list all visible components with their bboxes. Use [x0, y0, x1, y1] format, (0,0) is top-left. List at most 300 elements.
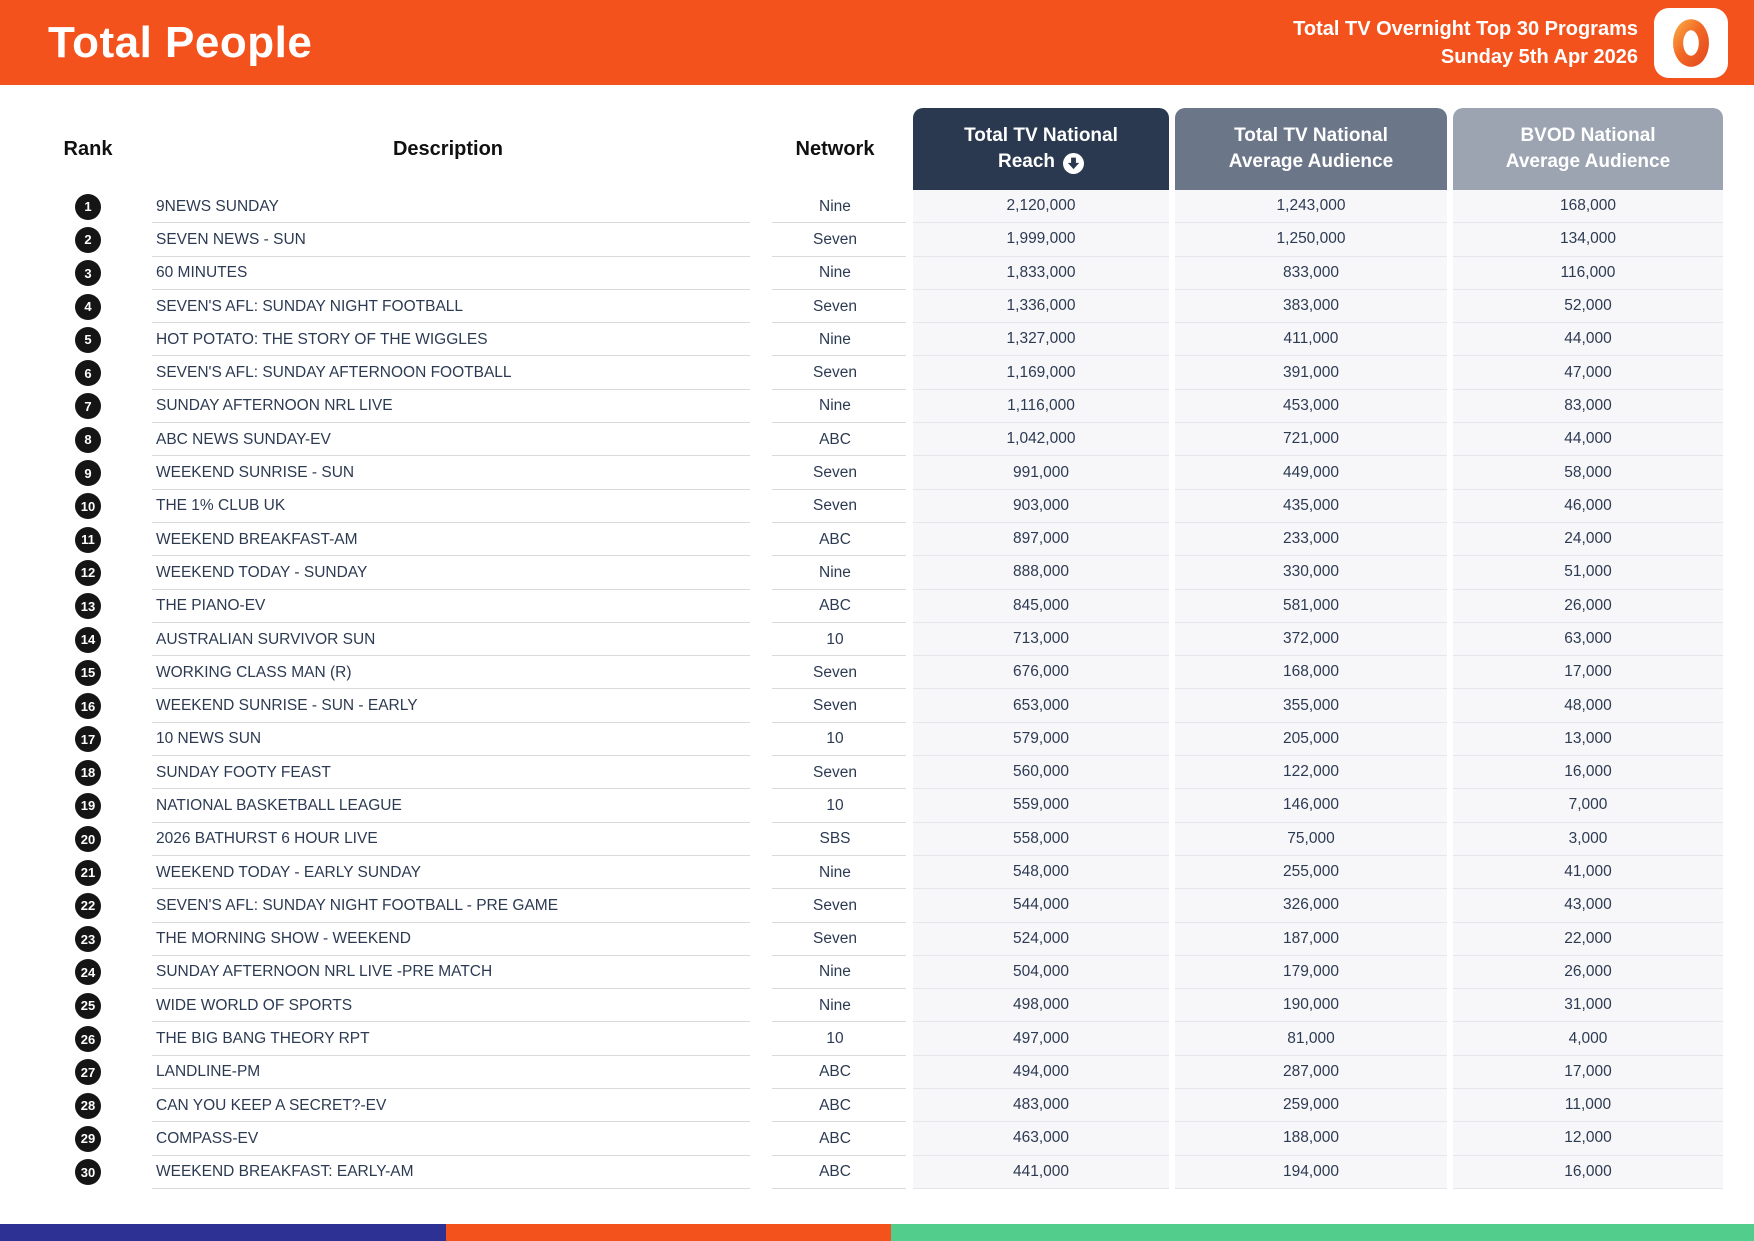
reach-value: 559,000 [913, 789, 1169, 822]
column-header-network: Network [795, 137, 875, 160]
rank-badge: 22 [75, 893, 101, 919]
table-row [40, 356, 1726, 389]
avg-audience-cell [1172, 356, 1450, 389]
bvod-audience-value: 26,000 [1453, 956, 1723, 989]
rank-badge: 25 [75, 993, 101, 1019]
avg-audience-cell [1172, 1022, 1450, 1055]
rank-cell [40, 423, 136, 456]
table-row [40, 423, 1726, 456]
network-cell: 10 [760, 623, 910, 656]
rank-badge: 14 [75, 627, 101, 653]
table-row [40, 723, 1726, 756]
bvod-audience-cell [1450, 823, 1726, 856]
bvod-audience-cell [1450, 856, 1726, 889]
column-header-rank: Rank [63, 137, 113, 160]
rank-cell [40, 723, 136, 756]
rank-badge: 30 [75, 1159, 101, 1185]
avg-audience-cell [1172, 556, 1450, 589]
avg-audience-cell [1172, 1089, 1450, 1122]
column-header-avg-wrap [1172, 108, 1450, 190]
network-cell: Seven [760, 689, 910, 722]
reach-value: 845,000 [913, 590, 1169, 623]
rank-cell [40, 989, 136, 1022]
avg-audience-cell [1172, 689, 1450, 722]
bvod-audience-value: 46,000 [1453, 490, 1723, 523]
program-description: CAN YOU KEEP A SECRET?-EV [136, 1089, 760, 1122]
program-description: HOT POTATO: THE STORY OF THE WIGGLES [136, 323, 760, 356]
bvod-audience-cell [1450, 623, 1726, 656]
program-description: WEEKEND SUNRISE - SUN [136, 456, 760, 489]
reach-cell [910, 456, 1172, 489]
program-description: SEVEN'S AFL: SUNDAY NIGHT FOOTBALL - PRE GAME [136, 889, 760, 922]
reach-cell [910, 1056, 1172, 1089]
reach-cell [910, 1089, 1172, 1122]
bvod-audience-value: 3,000 [1453, 823, 1723, 856]
avg-audience-cell [1172, 889, 1450, 922]
reach-cell [910, 956, 1172, 989]
avg-audience-cell [1172, 423, 1450, 456]
avg-audience-cell [1172, 623, 1450, 656]
reach-cell [910, 523, 1172, 556]
table-row [40, 756, 1726, 789]
avg-audience-cell [1172, 923, 1450, 956]
column-header-bvod-average-audience[interactable] [1453, 108, 1723, 190]
avg-audience-cell [1172, 190, 1450, 223]
reach-value: 991,000 [913, 456, 1169, 489]
network-cell: Seven [760, 756, 910, 789]
bvod-audience-cell [1450, 456, 1726, 489]
bvod-audience-cell [1450, 923, 1726, 956]
network-cell: Seven [760, 290, 910, 323]
avg-audience-value: 330,000 [1175, 556, 1447, 589]
reach-cell [910, 989, 1172, 1022]
reach-cell [910, 1122, 1172, 1155]
rank-badge: 2 [75, 227, 101, 253]
avg-audience-value: 1,243,000 [1175, 190, 1447, 223]
network-cell: ABC [760, 523, 910, 556]
rank-cell [40, 290, 136, 323]
reach-value: 579,000 [913, 723, 1169, 756]
table-row [40, 390, 1726, 423]
network-cell: Nine [760, 190, 910, 223]
rank-cell [40, 923, 136, 956]
rank-cell [40, 789, 136, 822]
reach-cell [910, 590, 1172, 623]
bvod-audience-value: 41,000 [1453, 856, 1723, 889]
rank-badge: 13 [75, 593, 101, 619]
reach-header-line2: Reach [997, 151, 1056, 172]
table-row [40, 456, 1726, 489]
table-row [40, 1156, 1726, 1189]
avg-audience-cell [1172, 789, 1450, 822]
network-cell: Seven [760, 490, 910, 523]
bvod-audience-value: 48,000 [1453, 689, 1723, 722]
network-cell: Seven [760, 656, 910, 689]
bvod-audience-value: 52,000 [1453, 290, 1723, 323]
reach-cell [910, 656, 1172, 689]
network-cell: Nine [760, 556, 910, 589]
bvod-audience-cell [1450, 1022, 1726, 1055]
reach-value: 897,000 [913, 523, 1169, 556]
program-description: WEEKEND SUNRISE - SUN - EARLY [136, 689, 760, 722]
network-cell: ABC [760, 1089, 910, 1122]
bvod-audience-cell [1450, 989, 1726, 1022]
reach-value: 1,327,000 [913, 323, 1169, 356]
program-description: SUNDAY AFTERNOON NRL LIVE -PRE MATCH [136, 956, 760, 989]
network-cell: ABC [760, 1056, 910, 1089]
bvod-audience-cell [1450, 1089, 1726, 1122]
rank-cell [40, 390, 136, 423]
avg-audience-cell [1172, 257, 1450, 290]
network-cell: Nine [760, 390, 910, 423]
stripe-segment-blue [0, 1224, 446, 1241]
table-row [40, 190, 1726, 223]
rank-badge: 20 [75, 826, 101, 852]
network-cell: ABC [760, 423, 910, 456]
avg-audience-value: 449,000 [1175, 456, 1447, 489]
bvod-audience-value: 116,000 [1453, 257, 1723, 290]
reach-cell [910, 723, 1172, 756]
program-description: AUSTRALIAN SURVIVOR SUN [136, 623, 760, 656]
bvod-audience-value: 17,000 [1453, 1056, 1723, 1089]
rank-cell [40, 689, 136, 722]
bvod-audience-cell [1450, 723, 1726, 756]
program-table-body [40, 190, 1726, 1189]
bvod-audience-cell [1450, 656, 1726, 689]
reach-cell [910, 623, 1172, 656]
rank-badge: 16 [75, 693, 101, 719]
bvod-audience-cell [1450, 423, 1726, 456]
program-description: LANDLINE-PM [136, 1056, 760, 1089]
table-header-row [40, 108, 1726, 190]
reach-value: 1,169,000 [913, 356, 1169, 389]
bvod-audience-value: 134,000 [1453, 223, 1723, 256]
bvod-audience-cell [1450, 789, 1726, 822]
avg-audience-value: 187,000 [1175, 923, 1447, 956]
reach-header-line1: Total TV National [964, 125, 1118, 146]
avg-audience-value: 383,000 [1175, 290, 1447, 323]
program-description: SEVEN NEWS - SUN [136, 223, 760, 256]
reach-value: 494,000 [913, 1056, 1169, 1089]
table-row [40, 789, 1726, 822]
rank-badge: 19 [75, 793, 101, 819]
table-row [40, 257, 1726, 290]
bvod-audience-cell [1450, 190, 1726, 223]
table-row [40, 556, 1726, 589]
table-row [40, 689, 1726, 722]
top-banner [0, 0, 1754, 85]
avg-audience-cell [1172, 323, 1450, 356]
rank-badge: 9 [75, 460, 101, 486]
program-description: 2026 BATHURST 6 HOUR LIVE [136, 823, 760, 856]
rank-cell [40, 1122, 136, 1155]
rank-badge: 26 [75, 1026, 101, 1052]
table-row [40, 623, 1726, 656]
rank-badge: 21 [75, 860, 101, 886]
reach-cell [910, 356, 1172, 389]
avg-audience-cell [1172, 656, 1450, 689]
bvod-audience-cell [1450, 689, 1726, 722]
bvod-audience-value: 12,000 [1453, 1122, 1723, 1155]
reach-value: 483,000 [913, 1089, 1169, 1122]
avg-audience-cell [1172, 223, 1450, 256]
avg-audience-value: 833,000 [1175, 257, 1447, 290]
rank-badge: 8 [75, 427, 101, 453]
rank-badge: 27 [75, 1059, 101, 1085]
rank-cell [40, 356, 136, 389]
rank-cell [40, 656, 136, 689]
page-title: Total People [48, 17, 313, 67]
rank-cell [40, 556, 136, 589]
program-description: SUNDAY FOOTY FEAST [136, 756, 760, 789]
bvod-audience-value: 83,000 [1453, 390, 1723, 423]
table-row [40, 1056, 1726, 1089]
avg-audience-value: 435,000 [1175, 490, 1447, 523]
avg-audience-value: 287,000 [1175, 1056, 1447, 1089]
bvod-audience-value: 17,000 [1453, 656, 1723, 689]
program-description: WEEKEND BREAKFAST-AM [136, 523, 760, 556]
avg-audience-value: 81,000 [1175, 1022, 1447, 1055]
report-title: Total TV Overnight Top 30 Programs [1293, 17, 1638, 40]
bvod-audience-value: 44,000 [1453, 323, 1723, 356]
bvod-audience-cell [1450, 756, 1726, 789]
bvod-audience-cell [1450, 490, 1726, 523]
reach-value: 463,000 [913, 1122, 1169, 1155]
rank-badge: 7 [75, 393, 101, 419]
avg-audience-cell [1172, 1056, 1450, 1089]
column-header-description: Description [392, 137, 504, 160]
bvod-audience-value: 44,000 [1453, 423, 1723, 456]
avg-header-line2: Average Audience [1228, 151, 1394, 172]
avg-audience-cell [1172, 523, 1450, 556]
rank-cell [40, 1089, 136, 1122]
bvod-audience-cell [1450, 290, 1726, 323]
rank-badge: 23 [75, 926, 101, 952]
avg-audience-value: 411,000 [1175, 323, 1447, 356]
column-header-bvod-wrap [1450, 108, 1726, 190]
bvod-audience-cell [1450, 1056, 1726, 1089]
program-description: ABC NEWS SUNDAY-EV [136, 423, 760, 456]
avg-audience-cell [1172, 390, 1450, 423]
avg-audience-value: 122,000 [1175, 756, 1447, 789]
sort-descending-icon[interactable] [1063, 153, 1084, 174]
bvod-audience-value: 58,000 [1453, 456, 1723, 489]
rank-cell [40, 1156, 136, 1189]
reach-cell [910, 789, 1172, 822]
bvod-audience-value: 51,000 [1453, 556, 1723, 589]
reach-cell [910, 756, 1172, 789]
program-description: WIDE WORLD OF SPORTS [136, 989, 760, 1022]
program-description: SEVEN'S AFL: SUNDAY NIGHT FOOTBALL [136, 290, 760, 323]
reach-cell [910, 689, 1172, 722]
table-row [40, 923, 1726, 956]
rank-cell [40, 190, 136, 223]
bvod-header-line2: Average Audience [1505, 151, 1671, 172]
avg-audience-value: 205,000 [1175, 723, 1447, 756]
avg-audience-value: 179,000 [1175, 956, 1447, 989]
rank-cell [40, 823, 136, 856]
avg-audience-value: 233,000 [1175, 523, 1447, 556]
rank-cell [40, 623, 136, 656]
rank-badge: 18 [75, 760, 101, 786]
reach-cell [910, 556, 1172, 589]
avg-audience-cell [1172, 1122, 1450, 1155]
reach-value: 504,000 [913, 956, 1169, 989]
reach-cell [910, 923, 1172, 956]
bvod-audience-cell [1450, 889, 1726, 922]
rank-badge: 24 [75, 959, 101, 985]
rank-badge: 17 [75, 726, 101, 752]
avg-audience-value: 259,000 [1175, 1089, 1447, 1122]
rank-badge: 15 [75, 660, 101, 686]
avg-audience-value: 188,000 [1175, 1122, 1447, 1155]
avg-audience-value: 190,000 [1175, 989, 1447, 1022]
network-cell: ABC [760, 1122, 910, 1155]
network-cell: Nine [760, 257, 910, 290]
reach-cell [910, 856, 1172, 889]
column-header-reach-wrap [910, 108, 1172, 190]
program-description: 60 MINUTES [136, 257, 760, 290]
bvod-audience-value: 11,000 [1453, 1089, 1723, 1122]
avg-audience-value: 581,000 [1175, 590, 1447, 623]
stripe-segment-green [891, 1224, 1754, 1241]
avg-header-line1: Total TV National [1234, 125, 1388, 146]
table-row [40, 1022, 1726, 1055]
reach-value: 1,042,000 [913, 423, 1169, 456]
rank-cell [40, 257, 136, 290]
avg-audience-cell [1172, 723, 1450, 756]
rank-badge: 4 [75, 294, 101, 320]
reach-cell [910, 257, 1172, 290]
bvod-audience-cell [1450, 257, 1726, 290]
bvod-header-line1: BVOD National [1520, 125, 1656, 146]
avg-audience-cell [1172, 756, 1450, 789]
table-row [40, 889, 1726, 922]
network-cell: Nine [760, 989, 910, 1022]
network-cell: 10 [760, 1022, 910, 1055]
program-description: WEEKEND BREAKFAST: EARLY-AM [136, 1156, 760, 1189]
avg-audience-value: 194,000 [1175, 1156, 1447, 1189]
reach-cell [910, 190, 1172, 223]
reach-value: 498,000 [913, 989, 1169, 1022]
program-description: 9NEWS SUNDAY [136, 190, 760, 223]
table-row [40, 856, 1726, 889]
bvod-audience-cell [1450, 956, 1726, 989]
column-header-total-tv-reach[interactable] [913, 108, 1169, 190]
network-cell: Seven [760, 456, 910, 489]
reach-value: 676,000 [913, 656, 1169, 689]
avg-audience-cell [1172, 456, 1450, 489]
logo-zero-icon [1662, 14, 1720, 72]
rank-cell [40, 523, 136, 556]
rank-cell [40, 889, 136, 922]
rank-cell [40, 1056, 136, 1089]
rank-cell [40, 856, 136, 889]
bvod-audience-cell [1450, 223, 1726, 256]
reach-value: 1,999,000 [913, 223, 1169, 256]
bvod-audience-value: 16,000 [1453, 1156, 1723, 1189]
network-cell: Seven [760, 923, 910, 956]
column-header-total-tv-average-audience[interactable] [1175, 108, 1447, 190]
reach-value: 558,000 [913, 823, 1169, 856]
bvod-audience-value: 47,000 [1453, 356, 1723, 389]
network-cell: SBS [760, 823, 910, 856]
bvod-audience-value: 31,000 [1453, 989, 1723, 1022]
reach-value: 544,000 [913, 889, 1169, 922]
network-cell: 10 [760, 723, 910, 756]
avg-audience-cell [1172, 590, 1450, 623]
reach-cell [910, 1156, 1172, 1189]
bvod-audience-cell [1450, 323, 1726, 356]
table-row [40, 656, 1726, 689]
rank-badge: 5 [75, 327, 101, 353]
reach-value: 2,120,000 [913, 190, 1169, 223]
program-description: SEVEN'S AFL: SUNDAY AFTERNOON FOOTBALL [136, 356, 760, 389]
reach-value: 1,833,000 [913, 257, 1169, 290]
rank-badge: 12 [75, 560, 101, 586]
network-cell: Seven [760, 889, 910, 922]
table-row [40, 223, 1726, 256]
program-description: THE PIANO-EV [136, 590, 760, 623]
program-description: WORKING CLASS MAN (R) [136, 656, 760, 689]
reach-value: 560,000 [913, 756, 1169, 789]
program-description: WEEKEND TODAY - EARLY SUNDAY [136, 856, 760, 889]
network-cell: Seven [760, 223, 910, 256]
avg-audience-cell [1172, 490, 1450, 523]
table-row [40, 1122, 1726, 1155]
rank-badge: 28 [75, 1093, 101, 1119]
avg-audience-cell [1172, 823, 1450, 856]
network-cell: ABC [760, 590, 910, 623]
program-description: THE 1% CLUB UK [136, 490, 760, 523]
program-description: THE MORNING SHOW - WEEKEND [136, 923, 760, 956]
reach-cell [910, 1022, 1172, 1055]
rank-cell [40, 223, 136, 256]
bvod-audience-value: 24,000 [1453, 523, 1723, 556]
network-cell: 10 [760, 789, 910, 822]
rank-badge: 11 [75, 527, 101, 553]
avg-audience-cell [1172, 290, 1450, 323]
program-description: WEEKEND TODAY - SUNDAY [136, 556, 760, 589]
reach-value: 1,116,000 [913, 390, 1169, 423]
avg-audience-cell [1172, 956, 1450, 989]
bvod-audience-cell [1450, 590, 1726, 623]
program-description: 10 NEWS SUN [136, 723, 760, 756]
avg-audience-value: 1,250,000 [1175, 223, 1447, 256]
network-cell: Nine [760, 956, 910, 989]
table-row [40, 490, 1726, 523]
avg-audience-value: 75,000 [1175, 823, 1447, 856]
table-row [40, 956, 1726, 989]
reach-cell [910, 290, 1172, 323]
reach-value: 441,000 [913, 1156, 1169, 1189]
rank-badge: 6 [75, 360, 101, 386]
program-description: NATIONAL BASKETBALL LEAGUE [136, 789, 760, 822]
reach-cell [910, 823, 1172, 856]
report-meta [1293, 15, 1638, 71]
reach-value: 903,000 [913, 490, 1169, 523]
bvod-audience-value: 4,000 [1453, 1022, 1723, 1055]
bvod-audience-value: 22,000 [1453, 923, 1723, 956]
reach-value: 497,000 [913, 1022, 1169, 1055]
avg-audience-value: 255,000 [1175, 856, 1447, 889]
bvod-audience-value: 168,000 [1453, 190, 1723, 223]
rank-badge: 1 [75, 194, 101, 220]
reach-value: 888,000 [913, 556, 1169, 589]
avg-audience-value: 372,000 [1175, 623, 1447, 656]
rank-badge: 3 [75, 260, 101, 286]
avg-audience-value: 721,000 [1175, 423, 1447, 456]
